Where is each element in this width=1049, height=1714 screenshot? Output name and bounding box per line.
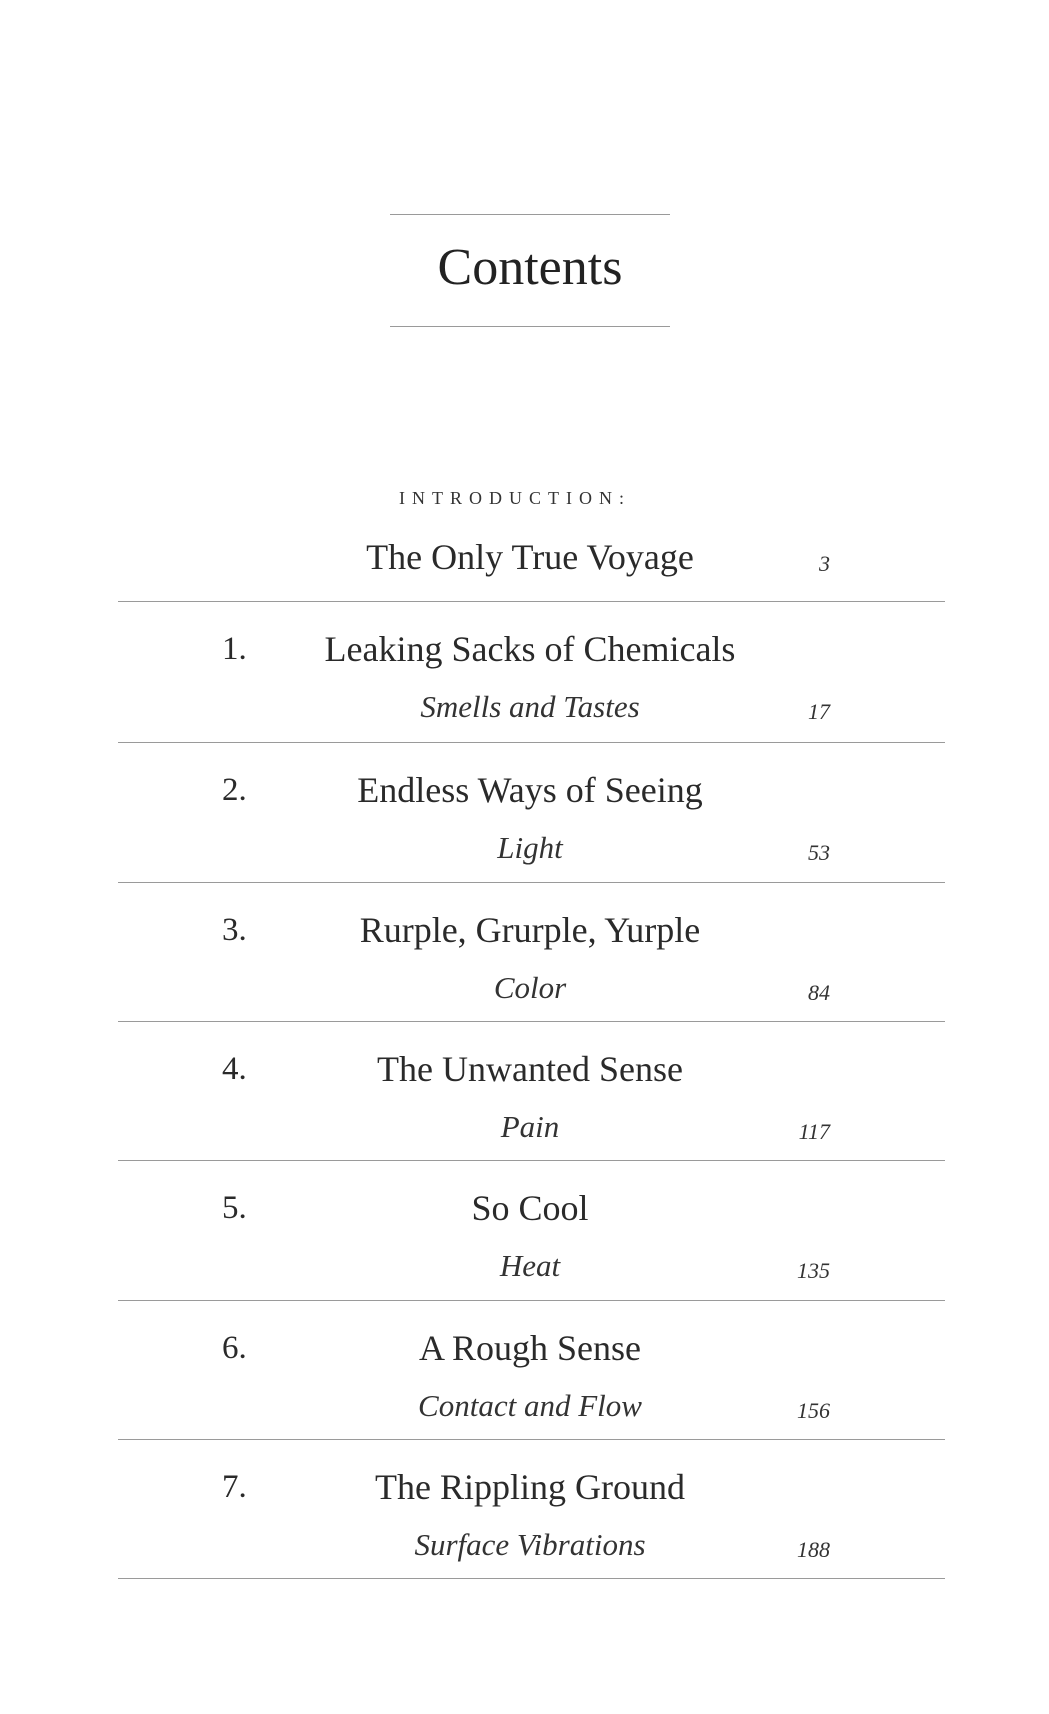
title-top-rule [390, 214, 670, 215]
chapter-rule [118, 882, 945, 883]
intro-title: The Only True Voyage [366, 537, 694, 577]
chapter-subtitle: Contact and Flow [418, 1388, 642, 1423]
chapter-title: Leaking Sacks of Chemicals [324, 629, 736, 669]
chapter-page-number: 117 [798, 1119, 830, 1144]
chapter-title: So Cool [471, 1188, 589, 1228]
chapter-subtitle: Surface Vibrations [414, 1527, 646, 1562]
chapter-number: 6. [222, 1330, 247, 1366]
intro-label: INTRODUCTION: [399, 488, 631, 508]
chapter-page-number: 135 [797, 1258, 830, 1283]
chapter-number: 2. [222, 772, 247, 808]
chapter-title: A Rough Sense [418, 1328, 641, 1368]
chapter-number: 5. [222, 1190, 247, 1226]
chapter-subtitle: Light [497, 830, 563, 865]
chapter-rule [118, 1021, 945, 1022]
chapter-number: 1. [222, 631, 247, 667]
intro-page-number: 3 [819, 551, 830, 576]
chapter-number: 4. [222, 1051, 247, 1087]
chapter-page-number: 17 [808, 699, 830, 724]
chapter-rule [118, 1300, 945, 1301]
chapter-subtitle: Heat [499, 1248, 561, 1283]
chapter-title: The Unwanted Sense [377, 1049, 683, 1089]
chapter-subtitle: Smells and Tastes [420, 689, 640, 724]
page-title: Contents [437, 239, 623, 296]
chapter-title: Endless Ways of Seeing [357, 770, 703, 810]
chapter-title: Rurple, Grurple, Yurple [359, 910, 701, 950]
chapter-rule [118, 742, 945, 743]
chapter-rule [118, 1160, 945, 1161]
chapter-page-number: 156 [797, 1398, 830, 1423]
chapter-rule [118, 1578, 945, 1579]
intro-rule [118, 601, 945, 602]
chapter-subtitle: Pain [500, 1109, 560, 1144]
chapter-rule [118, 1439, 945, 1440]
chapter-title: The Rippling Ground [375, 1467, 685, 1507]
chapter-number: 3. [222, 912, 247, 948]
title-bottom-rule [390, 326, 670, 327]
chapter-page-number: 188 [797, 1537, 830, 1562]
chapter-number: 7. [222, 1469, 247, 1505]
chapter-page-number: 53 [808, 840, 830, 865]
chapter-subtitle: Color [493, 970, 567, 1005]
chapter-page-number: 84 [808, 980, 830, 1005]
